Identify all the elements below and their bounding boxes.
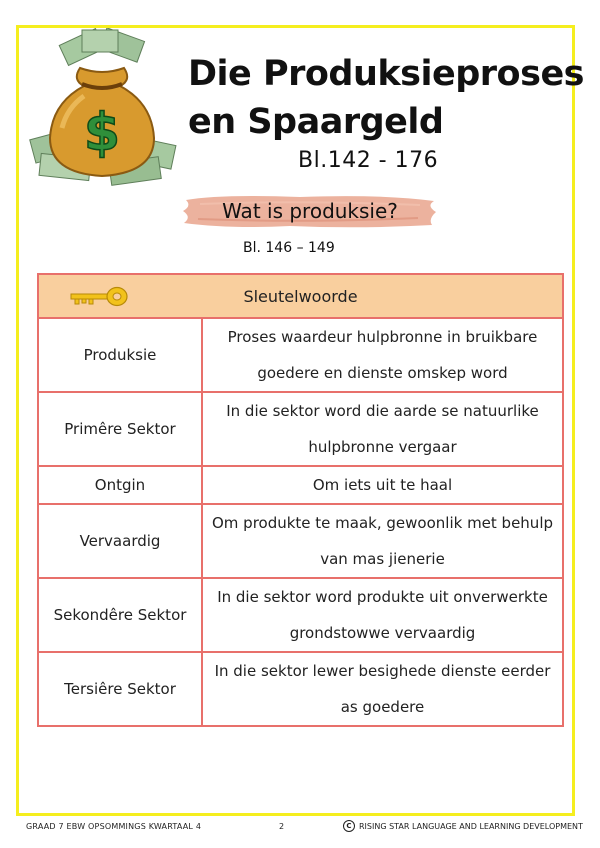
table-row bbox=[38, 392, 563, 466]
term-cell: Tersiêre Sektor bbox=[38, 652, 202, 726]
table-header-label: Sleutelwoorde bbox=[243, 286, 358, 306]
term-cell: Sekondêre Sektor bbox=[38, 578, 202, 652]
term-cell: Produksie bbox=[38, 318, 202, 392]
definition-cell: In die sektor word die aarde se natuurlike hulpbronne vergaar bbox=[202, 392, 563, 466]
key-icon bbox=[69, 285, 129, 307]
title-line-1: Die Produksieproses bbox=[188, 54, 585, 94]
table-header bbox=[38, 274, 563, 318]
section-heading: Wat is produksie? bbox=[222, 199, 398, 223]
chapter-page-range: Bl.142 - 176 bbox=[298, 148, 439, 173]
section-heading-banner bbox=[180, 192, 440, 230]
term-cell: Ontgin bbox=[38, 466, 202, 504]
money-bag-icon bbox=[22, 28, 182, 188]
term-cell: Vervaardig bbox=[38, 504, 202, 578]
title-line-2: en Spaargeld bbox=[188, 102, 444, 142]
footer-left: GRAAD 7 EBW OPSOMMINGS KWARTAAL 4 bbox=[26, 822, 202, 831]
footer-page-number: 2 bbox=[279, 822, 285, 831]
term-cell: Primêre Sektor bbox=[38, 392, 202, 466]
footer-right-text: RISING STAR LANGUAGE AND LEARNING DEVELOPMENT bbox=[359, 821, 583, 831]
table-row bbox=[38, 578, 563, 652]
section-page-range: Bl. 146 – 149 bbox=[243, 240, 335, 256]
page-title bbox=[188, 50, 584, 146]
footer-right bbox=[343, 820, 583, 832]
table-header-row bbox=[38, 274, 563, 318]
table-row bbox=[38, 652, 563, 726]
table-row bbox=[38, 504, 563, 578]
definition-cell: Proses waardeur hulpbronne in bruikbare goedere en dienste omskep word bbox=[202, 318, 563, 392]
definition-cell: In die sektor lewer besighede dienste eerder as goedere bbox=[202, 652, 563, 726]
copyright-icon: C bbox=[343, 820, 355, 832]
definition-cell: Om iets uit te haal bbox=[202, 466, 563, 504]
table-row bbox=[38, 318, 563, 392]
keywords-table bbox=[37, 273, 564, 727]
dollar-icon: $ bbox=[83, 103, 121, 163]
table-row bbox=[38, 466, 563, 504]
definition-cell: Om produkte te maak, gewoonlik met behulp van mas jienerie bbox=[202, 504, 563, 578]
definition-cell: In die sektor word produkte uit onverwerkte grondstowwe vervaardig bbox=[202, 578, 563, 652]
